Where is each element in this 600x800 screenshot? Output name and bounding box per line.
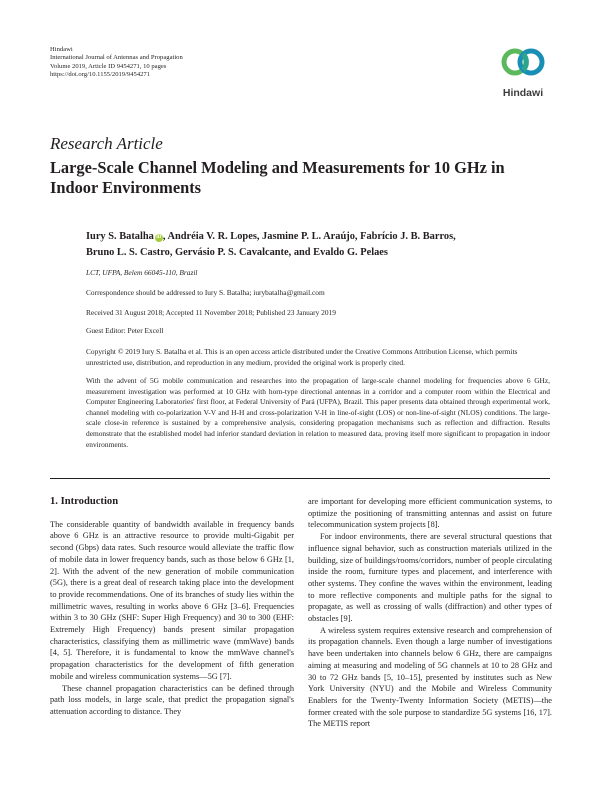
section-heading: 1. Introduction: [50, 496, 119, 507]
author-list-rest: , Andréia V. R. Lopes, Jasmine P. L. Araújo, Fabrício J. B. Barros,: [162, 231, 456, 242]
affiliation: LCT, UFPA, Belem 66045-110, Brazil: [86, 268, 198, 277]
journal-meta: [50, 46, 183, 80]
doi-link[interactable]: https://doi.org/10.1155/2019/9454271: [50, 71, 151, 79]
hindawi-logo[interactable]: [496, 46, 550, 99]
paragraph: For indoor environments, there are several structural questions that influence signal behavior, such as construction materials utilized in the building, size of buildings/rooms/corridors, number of people circulating inside the room, furniture types and placement, and interference with other systems. They confine the waves within the environment, leading to more reflective components and multiple paths for the signal to propagate, as well as crossing of walls (diffraction) and other types of obstacles [9].: [308, 532, 552, 624]
section-divider: [50, 478, 550, 479]
paragraph: These channel propagation characteristics can be defined through path loss models, in large scale, that predict the propagation signal's attenuation according to distance. They: [50, 683, 294, 716]
journal-name: International Journal of Antennas and Propagation: [50, 54, 183, 62]
volume-info: Volume 2019, Article ID 9454271, 10 pages: [50, 62, 167, 70]
author-list-line2: Bruno L. S. Castro, Gervásio P. S. Cavalcante, and Evaldo G. Pelaes: [86, 246, 388, 258]
publication-dates: Received 31 August 2018; Accepted 11 November 2018; Published 23 January 2019: [86, 308, 336, 317]
abstract: With the advent of 5G mobile communication and researches into the propagation of large-scale channel modeling for frequencies above 6 GHz, measurement investigation was performed at 10 GHz with horn-type directional antennas in a corridor and a computer room within the Electrical and Computer Engineering Laboratories' first floor, at Federal University of Pará (UFPA), Brazil. This paper presents data obtained through experimental work, channel modeling with co-polarization V-V and H-H and cross-polarization V-H in line-of-sight (LOS) or non-line-of-sight (NLOS) conditions. The large-scale close-in reference is sustained by a comprehensive analysis, considering propagation mechanisms such as reflection and diffraction. Results demonstrate that the established model had inferior standard deviation in relation to measured data, proving itself more significant to propagation in indoor environments.: [86, 376, 550, 449]
article-title: Large-Scale Channel Modeling and Measurements for 10 GHz in Indoor Environments: [50, 158, 505, 197]
guest-editor: Guest Editor: Peter Excell: [86, 326, 164, 335]
paragraph: The considerable quantity of bandwidth available in frequency bands above 6 GHz is an attractive resource to provide multi-Gigabit per second (Gbps) data rates. Such resource would alleviate the traffic flow of mobile data in lower frequency bands, such as those below 6 GHz [1, 2]. With the advent of the new generation of mobile communication (5G), there is a great deal of research taking place into the development to provide recommendations. One of its branches of study lies within the millimetric waves, resulting in works above 6 GHz [3–6]. Frequencies within 3 to 30 GHz (SHF: Super High Frequency) and 30 to 300 (EHF: Extremely High Frequency) bands present similar propagation characteristics, classifying them as millimetric wave (mmWave) bands [4, 5]. Therefore, it is fundamental to know the mmWave channel's propagation characteristics for the development of fifth generation mobile and wireless communication systems—5G [7].: [50, 519, 294, 681]
publisher-name: Hindawi: [50, 46, 73, 53]
author-first[interactable]: Iury S. Batalha: [86, 231, 154, 242]
left-column: [50, 496, 294, 718]
orcid-icon[interactable]: iD: [156, 235, 162, 240]
correspondence: Correspondence should be addressed to Iury S. Batalha; iurybatalha@gmail.com: [86, 288, 325, 297]
author-list: [86, 229, 526, 260]
paragraph: are important for developing more efficient communication systems, to optimize the positioning of transmitting antennas and assist on future telecommunication system projects [8].: [308, 497, 552, 530]
paragraph: A wireless system requires extensive research and comprehension of its propagation channels. Even though a large number of investigations have been undertaken into channels below 6 GHz, there are campaigns aiming at measuring and modeling of 5G channels at 10 to 28 GHz and 30 to 72 GHz bands [5, 10–15], presented by institutes such as New York University (NYU) and the Mobile and Wireless Community Enablers for the Twenty-Twenty Information Society (METIS)—the former created with the sole purpose to standardize 5G systems [16, 17]. The METIS report: [308, 625, 552, 729]
logo-text: Hindawi: [502, 87, 544, 99]
right-column: [308, 496, 552, 730]
copyright-notice: Copyright © 2019 Iury S. Batalha et al. This is an open access article distributed under the Creative Commons Attribution License, which permits unrestricted use, distribution, and reproduction in any medium, provided the original work is properly cited.: [86, 347, 518, 367]
hindawi-logo-icon: [500, 46, 546, 86]
article-type: Research Article: [50, 134, 163, 153]
